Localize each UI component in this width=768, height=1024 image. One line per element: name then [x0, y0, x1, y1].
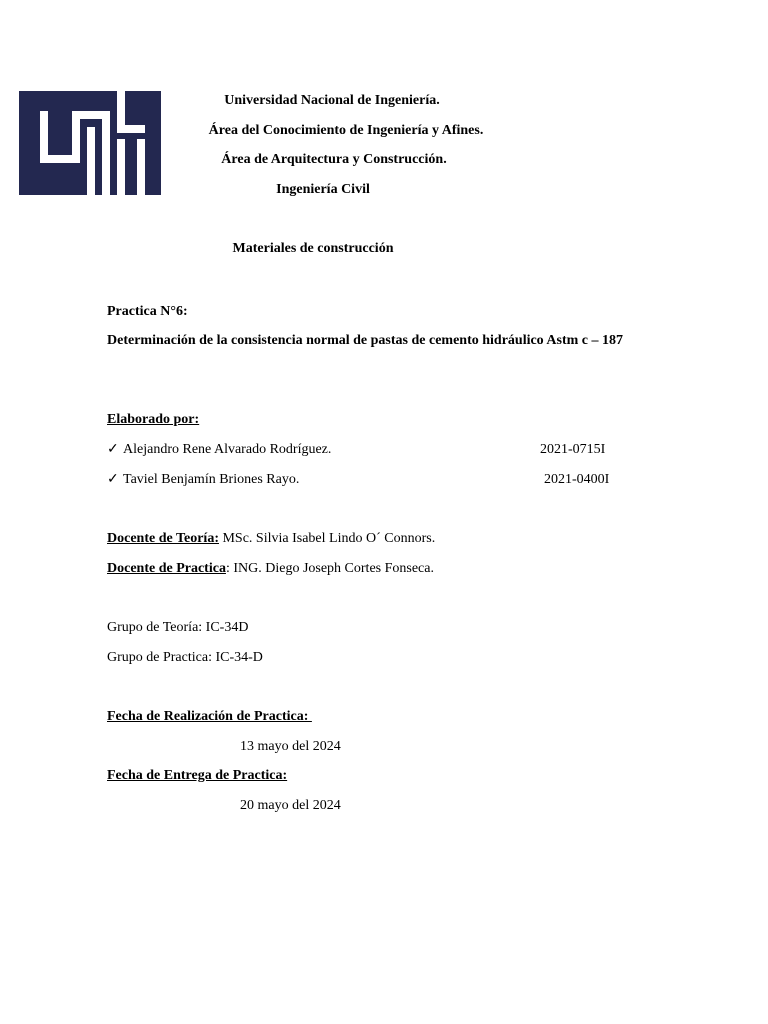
theory-group: Grupo de Teoría: IC-34D	[107, 620, 249, 635]
knowledge-area: Área del Conocimiento de Ingeniería y Afines.	[208, 123, 484, 138]
career-name: Ingeniería Civil	[276, 182, 370, 197]
practice-teacher	[107, 560, 434, 578]
author-id: 2021-0400I	[544, 472, 610, 487]
realization-date-label: Fecha de Realización de Practica:	[107, 709, 312, 724]
check-icon: ✓	[107, 442, 119, 457]
delivery-date: 20 mayo del 2024	[240, 798, 341, 813]
practice-label: Practica N°6:	[107, 304, 188, 319]
theory-teacher-label: Docente de Teoría:	[107, 531, 219, 546]
theory-teacher-name: MSc. Silvia Isabel Lindo O´ Connors.	[218, 531, 436, 546]
authors-heading: Elaborado por:	[107, 412, 200, 427]
realization-date: 13 mayo del 2024	[240, 739, 341, 754]
architecture-area: Área de Arquitectura y Construcción.	[221, 152, 447, 167]
author-row	[107, 441, 331, 459]
check-icon: ✓	[107, 472, 119, 487]
course-title: Materiales de construcción	[232, 241, 394, 256]
practice-title: Determinación de la consistencia normal de pastas de cemento hidráulico Astm c – 187	[107, 333, 624, 348]
uni-logo	[19, 91, 161, 195]
practice-teacher-label: Docente de Practica	[107, 561, 226, 576]
author-name: Taviel Benjamín Briones Rayo.	[123, 472, 300, 487]
author-id: 2021-0715I	[540, 442, 606, 457]
author-row	[107, 471, 299, 489]
author-name: Alejandro Rene Alvarado Rodríguez.	[123, 442, 332, 457]
practice-teacher-name: : ING. Diego Joseph Cortes Fonseca.	[225, 561, 434, 576]
practice-group: Grupo de Practica: IC-34-D	[107, 650, 263, 665]
university-name: Universidad Nacional de Ingeniería.	[224, 93, 440, 108]
delivery-date-label: Fecha de Entrega de Practica:	[107, 768, 288, 783]
theory-teacher	[107, 530, 435, 548]
